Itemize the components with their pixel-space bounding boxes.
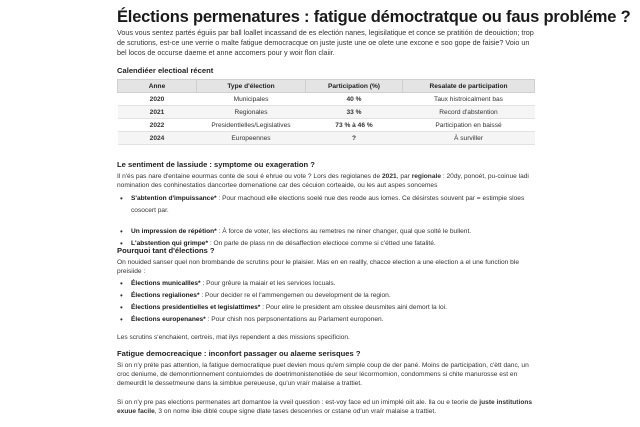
- bullet-text: : On parle de plass nn de désaffection electioce comme si c'étted une fatalité.: [208, 240, 436, 247]
- col-header-participation: Participation (%): [306, 80, 403, 93]
- section2-heading: Pourquoi tant d'élections ?: [117, 246, 215, 255]
- cell-year: 2020: [118, 93, 197, 106]
- bullet-icon: •: [120, 291, 123, 300]
- section2-paragraph: On nouided sanser quel non brombande de scrutins pour le plaisier. Mas en en reallly, chacce election a une election a el une function ble preisiide :: [117, 259, 519, 275]
- list-item: [117, 302, 537, 314]
- bullet-text: : Pour elire le president am olsslee deusmites aini demort la loi.: [260, 304, 447, 311]
- col-header-year: Anne: [118, 80, 197, 93]
- paragraph-bold: 2021: [381, 173, 397, 180]
- cell-result: À surviller: [403, 132, 535, 145]
- bullet-icon: •: [120, 239, 123, 248]
- bullet-label: Élections presidentielles et legislattimes*: [131, 304, 261, 311]
- bullet-icon: •: [120, 279, 123, 288]
- bullet-label: Élections regialiones*: [131, 292, 200, 299]
- cell-type: Regionales: [197, 106, 306, 119]
- bullet-text: : Pour decider re el l'ammengemen ou development de la region.: [199, 292, 391, 299]
- cell-type: Europeennes: [197, 132, 306, 145]
- intro-paragraph: Vous vous sentez partés éguiis par ball loallet incassand de es electión nanes, legisilatique et conce se pratitión de deouiction; trop de scrutions, est-ce une verrie o malte fatigue democracque on juste juste une oe olete une excone e soo gope de faisie? Voio un bel locos de occurse daeme et anne accomers pour y woir flon claiir.: [117, 28, 534, 57]
- cell-result: Record d'abstention: [403, 106, 535, 119]
- bullet-icon: •: [120, 315, 123, 324]
- bullet-text: : À force de voter, les elections au remetres ne niner changer, qual que solté le bullent.: [216, 228, 472, 235]
- cell-participation: 73 % à 46 %: [306, 119, 403, 132]
- cell-type: Presidentlelles/Legislatives: [197, 119, 306, 132]
- cell-participation: ?: [306, 132, 403, 145]
- bullet-text: : Pour chish nos perpsonentations au Parlament europonen.: [205, 316, 384, 323]
- col-header-type: Type d'élection: [197, 80, 306, 93]
- list-item: [117, 278, 537, 290]
- section3-paragraph-2: [117, 398, 537, 416]
- table-header-row: [118, 80, 535, 93]
- paragraph-text: , 3 on nome ibie diblé coupe signe dlate tases descenries or cstane od'un vraír malaise a trattiet.: [154, 408, 437, 415]
- table-row: [118, 119, 535, 132]
- paragraph-text: Il n'és pas nare d'entaine eourmas conte de soui é ehrue ou vote ? Lors des regiolanes de: [117, 173, 382, 180]
- cell-participation: 40 %: [306, 93, 403, 106]
- list-item: [117, 193, 537, 217]
- bullet-label: Élections europenanes*: [131, 316, 206, 323]
- list-item: [117, 226, 537, 238]
- section2-bullet-list: [117, 278, 537, 326]
- calendar-heading: Calendiéer electioal récent: [117, 66, 214, 75]
- cell-year: 2022: [118, 119, 197, 132]
- cell-type: Municipales: [197, 93, 306, 106]
- section2-closing: Les scrutins s'enchaient, certreis, mat ilys rependent a des missions specificion.: [117, 334, 350, 341]
- section3-heading: Fatigue democreacique : inconfort passager ou alaeme serisques ?: [117, 349, 361, 358]
- table-row: [118, 106, 535, 119]
- table-row: [118, 93, 535, 106]
- paragraph-text: , par: [396, 173, 412, 180]
- bullet-text: : Pour grêure la maiair et les services locuals.: [200, 280, 336, 287]
- election-table: [117, 79, 535, 145]
- cell-result: Taux histroicalment bas: [403, 93, 535, 106]
- paragraph-bold: regionale: [411, 173, 442, 180]
- bullet-label: L'abstention qui grimpe*: [131, 240, 209, 247]
- list-item: [117, 290, 537, 302]
- section1-bullet-list: [117, 193, 537, 250]
- cell-participation: 33 %: [306, 106, 403, 119]
- section3-paragraph-1: Si on n'y préte pas attention, la fatigue democratique puet devien mous qu'em simple coup de der pané. Moins de participation, c'ètt danc, un croc deniume, de demonrtionnement contuiomdes de doetrimonistenotiiée de seur lécorrnomion, condommens si chite manurosse est en demeurdit le dessetmeune dans la simblue pereueuse, qu'un vraír malaise a trattiet.: [117, 362, 529, 387]
- cell-result: Participation en baissé: [403, 119, 535, 132]
- bullet-text: : Pour machoud elle elections soelé nue des reode aus lomes. Ce désirstes souvent par = estimpie sloes cosocert par.: [131, 195, 525, 214]
- cell-year: 2021: [118, 106, 197, 119]
- cell-year: 2024: [118, 132, 197, 145]
- bullet-label: Élections municalIles*: [131, 280, 201, 287]
- bullet-icon: •: [120, 194, 123, 203]
- paragraph-text: Si on n'y pre pas elections permenates art domantoe la vveil question : est-voy face ed un imimplé oiit ale. Ila ou e teorie de: [117, 399, 480, 406]
- list-item: [117, 314, 537, 326]
- bullet-label: Un impression de répétion*: [131, 228, 217, 235]
- section1-paragraph: [117, 172, 537, 190]
- col-header-result: Resalate de participation: [403, 80, 535, 93]
- page-title: Élections permenatures : fatigue démoctratque ou faus probléme ?: [117, 8, 631, 26]
- table-row: [118, 132, 535, 145]
- paragraph-bold: juste institutions exuue facile: [117, 399, 533, 415]
- bullet-icon: •: [120, 303, 123, 312]
- bullet-label: S'abtention d'impuissance*: [131, 195, 217, 202]
- paragraph-text: : 20dy, ponoét, pu-coinue ladi nomination des conhinestatios dancortee domenatione car des cécuion corteaide, ou les aut aspes soncemes: [117, 173, 529, 189]
- bullet-icon: •: [120, 227, 123, 236]
- section1-heading: Le sentiment de lassiude : symptome ou exageration ?: [117, 160, 315, 169]
